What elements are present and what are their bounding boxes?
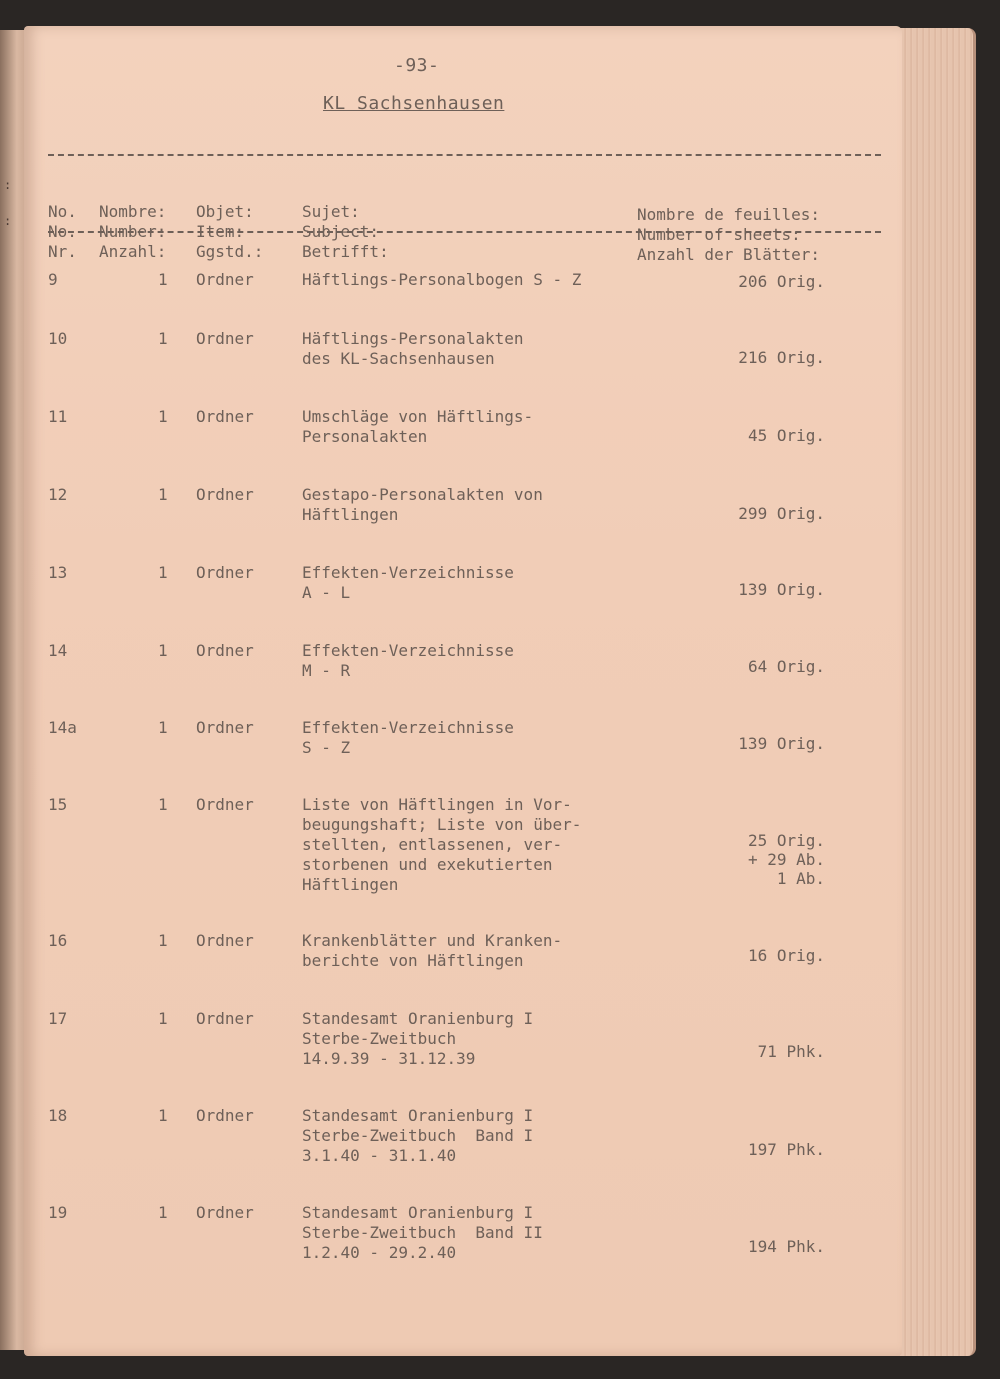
record-item: Ordner: [196, 563, 254, 582]
subject-line: beugungshaft; Liste von über-: [302, 815, 582, 834]
record-subject: [302, 931, 562, 971]
header-subject: Sujet: Subject: Betrifft:: [302, 202, 389, 261]
record-sheets: [748, 1237, 825, 1256]
subject-line: 1.2.40 - 29.2.40: [302, 1243, 457, 1262]
record-item: Ordner: [196, 1106, 254, 1125]
subject-line: Liste von Häftlingen in Vor-: [302, 795, 572, 814]
record-count: 1: [158, 407, 168, 426]
subject-line: storbenen und exekutierten: [302, 855, 553, 874]
subject-line: Häftlingen: [302, 505, 399, 524]
margin-mark: :: [4, 214, 12, 228]
header-rule-top: [48, 154, 881, 156]
record-count: 1: [158, 1203, 168, 1222]
record-item: Ordner: [196, 1009, 254, 1028]
record-count: 1: [158, 718, 168, 737]
record-sheets: [738, 504, 825, 523]
record-subject: [302, 1106, 533, 1166]
sheets-line: 139 Orig.: [738, 734, 825, 753]
page-stack-edge: [895, 28, 976, 1356]
subject-line: Effekten-Verzeichnisse: [302, 718, 514, 737]
record-number: 15: [48, 795, 68, 814]
sheets-line: 16 Orig.: [747, 946, 825, 965]
subject-line: 3.1.40 - 31.1.40: [302, 1146, 457, 1165]
header-item: Objet: Item: Ggstd.:: [196, 202, 264, 261]
sheets-line: 216 Orig.: [738, 348, 825, 367]
record-count: 1: [158, 795, 168, 814]
subject-line: Häftlings-Personalbogen S - Z: [302, 270, 582, 289]
subject-line: Standesamt Oranienburg I: [302, 1009, 534, 1028]
subject-line: Krankenblätter und Kranken-: [302, 931, 563, 950]
record-number: 16: [48, 931, 68, 950]
page-heading: KL Sachsenhausen: [323, 93, 505, 114]
record-item: Ordner: [196, 795, 254, 814]
page-number: -93-: [394, 55, 440, 76]
subject-line: Gestapo-Personalakten von: [302, 485, 543, 504]
record-sheets: [748, 657, 825, 676]
subject-line: Häftlingen: [302, 875, 399, 894]
sheets-line: 299 Orig.: [738, 504, 825, 523]
subject-line: A - L: [302, 583, 351, 602]
record-subject: [302, 329, 524, 369]
subject-line: Sterbe-Zweitbuch Band II: [302, 1223, 543, 1242]
record-count: 1: [158, 270, 168, 289]
record-count: 1: [158, 485, 168, 504]
record-number: 10: [48, 329, 68, 348]
record-sheets: [738, 734, 825, 753]
record-subject: [302, 1009, 533, 1069]
subject-line: Sterbe-Zweitbuch Band I: [302, 1126, 534, 1145]
sheets-line: 64 Orig.: [747, 657, 825, 676]
subject-line: stellten, entlassenen, ver-: [302, 835, 563, 854]
record-count: 1: [158, 641, 168, 660]
record-count: 1: [158, 1106, 168, 1125]
record-sheets: [748, 946, 825, 965]
record-subject: [302, 407, 533, 447]
margin-mark: :: [4, 178, 12, 192]
subject-line: Standesamt Oranienburg I: [302, 1106, 534, 1125]
record-item: Ordner: [196, 485, 254, 504]
record-sheets: [738, 580, 825, 599]
subject-line: berichte von Häftlingen: [302, 951, 524, 970]
record-item: Ordner: [196, 931, 254, 950]
record-item: Ordner: [196, 641, 254, 660]
record-number: 17: [48, 1009, 68, 1028]
record-count: 1: [158, 931, 168, 950]
record-number: 14a: [48, 718, 77, 737]
sheets-line: 194 Phk.: [747, 1237, 825, 1256]
subject-line: Effekten-Verzeichnisse: [302, 563, 514, 582]
header-rule-bottom: [48, 231, 881, 233]
sheets-line: 25 Orig.: [747, 831, 825, 850]
record-number: 19: [48, 1203, 68, 1222]
header-no: No. No. Nr.: [48, 202, 77, 261]
sheets-line: 197 Phk.: [747, 1140, 825, 1159]
sheets-line: + 29 Ab.: [747, 850, 825, 869]
subject-line: des KL-Sachsenhausen: [302, 349, 495, 368]
record-number: 13: [48, 563, 68, 582]
record-item: Ordner: [196, 407, 254, 426]
record-subject: [302, 485, 543, 525]
subject-line: S - Z: [302, 738, 351, 757]
record-subject: [302, 718, 514, 758]
record-subject: [302, 563, 514, 603]
record-subject: [302, 1203, 543, 1263]
sheets-line: 45 Orig.: [747, 426, 825, 445]
record-count: 1: [158, 329, 168, 348]
record-sheets: [758, 1042, 825, 1061]
record-subject: [302, 270, 581, 290]
record-number: 14: [48, 641, 68, 660]
record-item: Ordner: [196, 718, 254, 737]
sheets-line: 206 Orig.: [738, 272, 825, 291]
record-count: 1: [158, 563, 168, 582]
subject-line: Häftlings-Personalakten: [302, 329, 524, 348]
record-number: 11: [48, 407, 68, 426]
record-sheets: [748, 1140, 825, 1159]
record-item: Ordner: [196, 1203, 254, 1222]
record-subject: [302, 795, 581, 895]
header-sheets: Nombre de feuilles: Number of sheets: Anzahl der Blätter:: [637, 205, 821, 264]
record-number: 12: [48, 485, 68, 504]
record-sheets: [748, 426, 825, 445]
subject-line: Standesamt Oranienburg I: [302, 1203, 534, 1222]
record-count: 1: [158, 1009, 168, 1028]
subject-line: Effekten-Verzeichnisse: [302, 641, 514, 660]
sheets-line: 1 Ab.: [776, 869, 825, 888]
record-sheets: [748, 831, 825, 888]
subject-line: Umschläge von Häftlings-: [302, 407, 534, 426]
record-number: 18: [48, 1106, 68, 1125]
sheets-line: 71 Phk.: [757, 1042, 825, 1061]
subject-line: M - R: [302, 661, 351, 680]
record-item: Ordner: [196, 270, 254, 289]
subject-line: 14.9.39 - 31.12.39: [302, 1049, 476, 1068]
record-sheets: [738, 348, 825, 367]
record-item: Ordner: [196, 329, 254, 348]
subject-line: Personalakten: [302, 427, 428, 446]
sheets-line: 139 Orig.: [738, 580, 825, 599]
record-sheets: [738, 272, 825, 291]
record-number: 9: [48, 270, 58, 289]
record-subject: [302, 641, 514, 681]
subject-line: Sterbe-Zweitbuch: [302, 1029, 457, 1048]
header-number: Nombre: Number: Anzahl:: [99, 202, 167, 261]
